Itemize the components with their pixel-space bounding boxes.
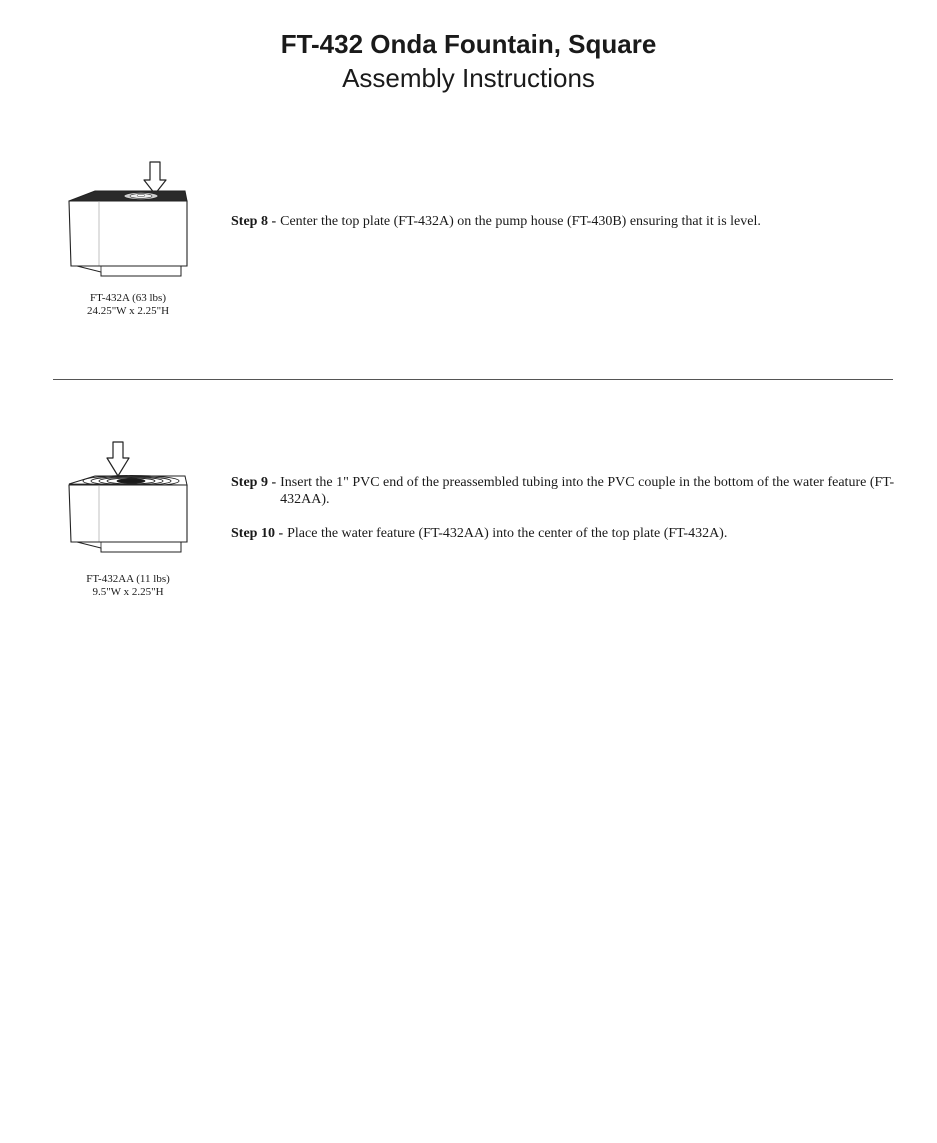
figure-caption-dimensions: 24.25"W x 2.25"H: [86, 305, 170, 317]
page-subtitle: Assembly Instructions: [342, 63, 595, 93]
figure-caption-dimensions: 9.5"W x 2.25"H: [92, 586, 164, 598]
step-10: [231, 525, 896, 542]
fountain-water-feature-icon: [63, 440, 193, 562]
fountain-top-plate-icon: [63, 160, 193, 282]
step-label: Step 9 -: [231, 475, 277, 490]
step-text: Insert the 1" PVC end of the preassembled tubing into the PVC couple in the bottom of the water feature (FT-432AA).: [280, 475, 895, 507]
step-9: [231, 474, 896, 508]
figure-water-feature: [63, 440, 193, 599]
section-divider: [53, 379, 893, 380]
page-title: FT-432 Onda Fountain, Square: [280, 29, 657, 59]
step-8: [231, 213, 896, 230]
step-label: Step 10 -: [231, 526, 284, 541]
step-text: Center the top plate (FT-432A) on the pump house (FT-430B) ensuring that it is level.: [280, 214, 761, 229]
step-label: Step 8 -: [231, 214, 277, 229]
figure-caption-name: FT-432AA (11 lbs): [86, 573, 170, 585]
figure-caption-name: FT-432A (63 lbs): [90, 292, 166, 304]
figure-top-plate: [63, 160, 193, 318]
step-text: Place the water feature (FT-432AA) into the center of the top plate (FT-432A).: [287, 526, 728, 541]
